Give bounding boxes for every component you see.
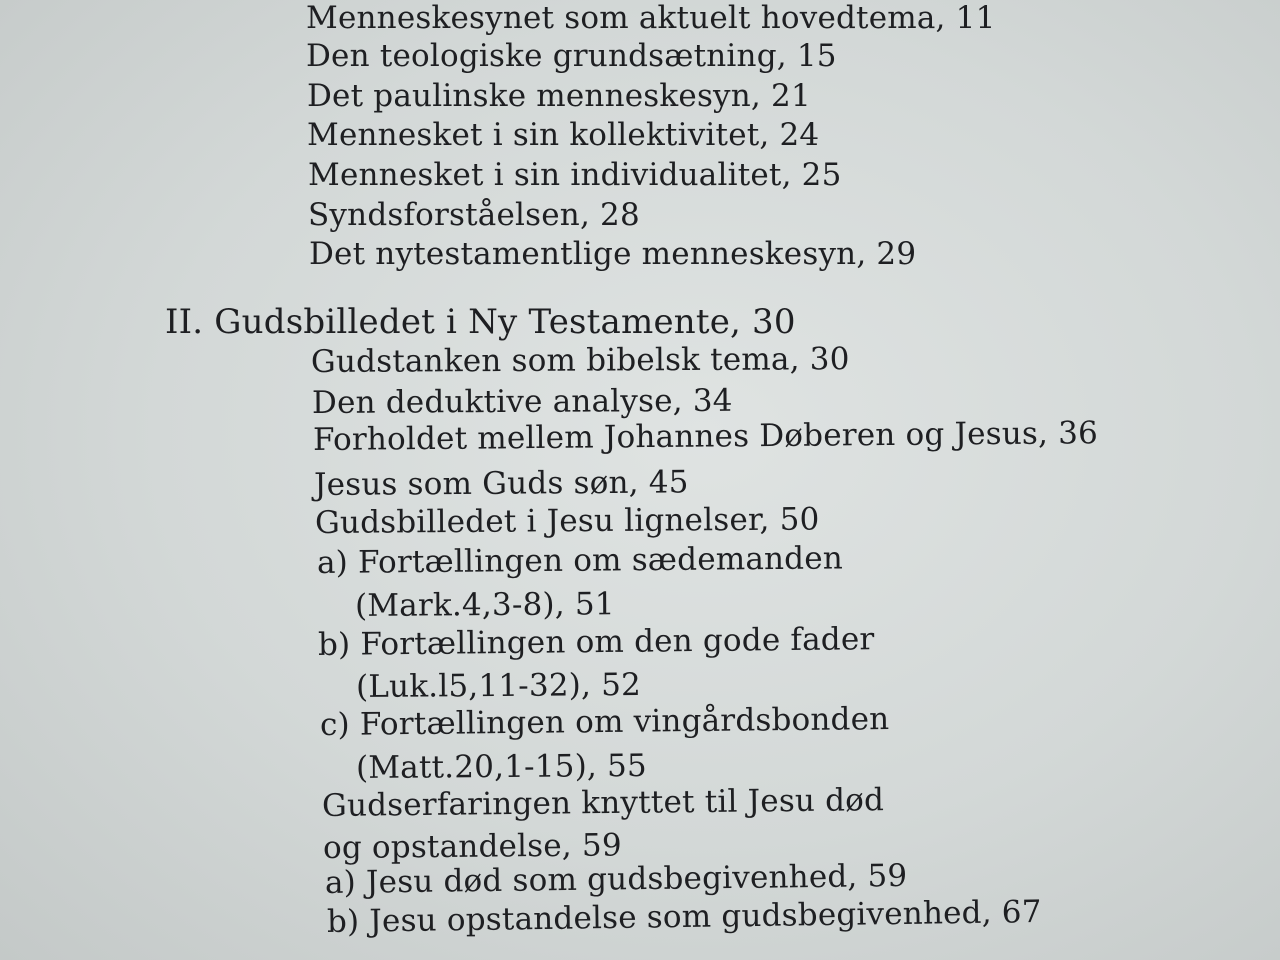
parable-entry: a) Fortællingen om sædemanden [316, 540, 844, 581]
toc-entry: Forholdet mellem Johannes Døberen og Jesus, 36 [312, 415, 1099, 458]
toc-entry: og opstandelse, 59 [322, 827, 622, 866]
parable-reference: (Matt.20,1-15), 55 [355, 747, 648, 786]
parable-reference: (Mark.4,3-8), 51 [354, 586, 615, 624]
toc-entry: Gudserfaringen knyttet til Jesu død [321, 782, 885, 824]
toc-entry: Menneskesynet som aktuelt hovedtema, 11 [306, 0, 996, 36]
toc-entry: Jesus som Guds søn, 45 [313, 464, 689, 503]
parable-entry: b) Fortællingen om den gode fader [317, 621, 875, 663]
toc-entry: Mennesket i sin individualitet, 25 [308, 157, 842, 193]
toc-entry: Det nytestamentlige menneskesyn, 29 [309, 236, 917, 272]
toc-entry: Det paulinske menneskesyn, 21 [307, 78, 811, 114]
section-heading: II. Gudsbilledet i Ny Testamente, 30 [165, 302, 796, 342]
parable-entry: c) Fortællingen om vingårdsbonden [319, 701, 890, 743]
parable-reference: (Luk.l5,11-32), 52 [355, 667, 642, 705]
toc-subentry: a) Jesu død som gudsbegivenhed, 59 [324, 857, 908, 901]
toc-entry: Gudstanken som bibelsk tema, 30 [310, 341, 850, 380]
toc-entry: Gudsbilledet i Jesu lignelser, 50 [314, 501, 820, 541]
toc-entry: Syndsforståelsen, 28 [308, 197, 640, 233]
toc-entry: Den deduktive analyse, 34 [311, 382, 733, 421]
toc-subentry: b) Jesu opstandelse som gudsbegivenhed, 67 [326, 894, 1042, 940]
toc-entry: Den teologiske grundsætning, 15 [306, 38, 837, 74]
toc-entry: Mennesket i sin kollektivitet, 24 [307, 117, 820, 153]
